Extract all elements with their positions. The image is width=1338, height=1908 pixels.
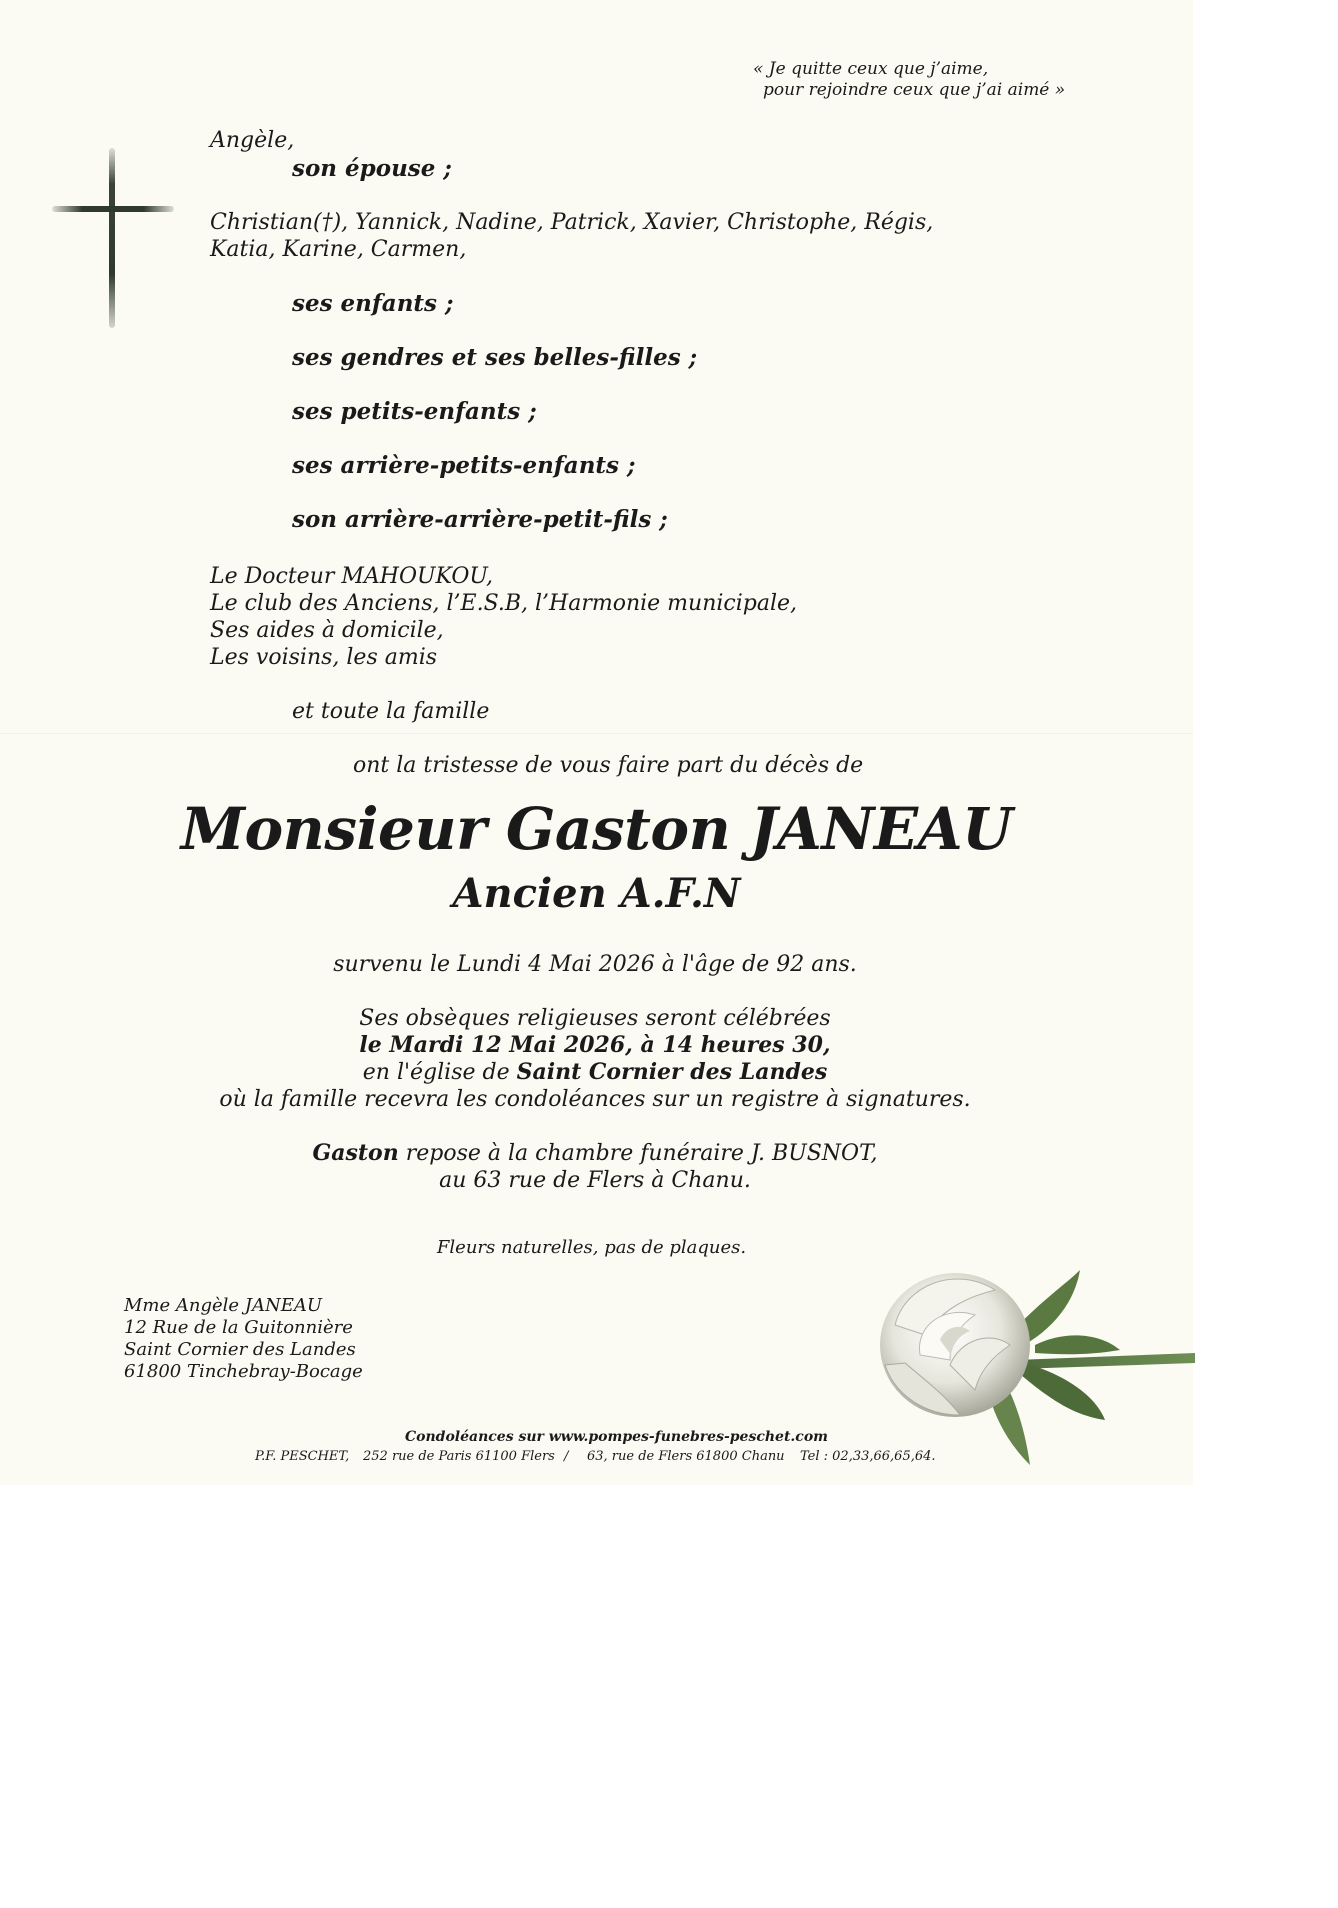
great-grandchildren-role: ses arrière-petits-enfants ; (292, 452, 636, 479)
children-role: ses enfants ; (292, 290, 454, 317)
in-laws-role: ses gendres et ses belles-filles ; (292, 344, 698, 371)
address-line-1: Mme Angèle JANEAU (124, 1295, 323, 1316)
quote-line-1: « Je quitte ceux que j’aime, (753, 59, 989, 79)
grandchildren-role: ses petits-enfants ; (292, 398, 537, 425)
others-line-3: Ses aides à domicile, (210, 618, 444, 643)
church-prefix: en l'église de (362, 1060, 517, 1085)
quote-line-2: pour rejoindre ceux que j’ai aimé » (763, 80, 1066, 100)
rest-line-1 (0, 1140, 1190, 1167)
others-line-4: Les voisins, les amis (210, 645, 438, 670)
others-line-2: Le club des Anciens, l’E.S.B, l’Harmonie municipale, (210, 591, 798, 616)
rest-place: repose à la chambre funéraire J. BUSNOT, (398, 1141, 878, 1166)
footer-website: Condoléances sur www.pompes-funebres-peschet.com (405, 1429, 828, 1445)
footer-separator: / (564, 1449, 569, 1464)
announcement-intro: ont la tristesse de vous faire part du décès de (353, 753, 864, 778)
cross-horizontal-bar (52, 206, 174, 212)
address-line-2: 12 Rue de la Guitonnière (124, 1317, 353, 1338)
death-date: survenu le Lundi 4 Mai 2026 à l'âge de 92 ans. (333, 952, 857, 977)
others-line-1: Le Docteur MAHOUKOU, (210, 564, 493, 589)
children-names-line-2: Katia, Karine, Carmen, (210, 237, 467, 262)
condolences-register: où la famille recevra les condoléances sur un registre à signatures. (219, 1087, 971, 1112)
deceased-title: Ancien A.F.N (452, 870, 741, 917)
spouse-role: son épouse ; (292, 155, 452, 182)
deceased-name: Monsieur Gaston JANEAU (180, 795, 1013, 863)
spouse-name: Angèle, (210, 128, 295, 153)
address-line-3: Saint Cornier des Landes (124, 1339, 356, 1360)
funeral-date-time: le Mardi 12 Mai 2026, à 14 heures 30, (359, 1032, 831, 1058)
whole-family: et toute la famille (292, 699, 490, 724)
address-line-4: 61800 Tinchebray-Bocage (124, 1361, 363, 1382)
great-great-grandson-role: son arrière-arrière-petit-fils ; (292, 506, 668, 533)
footer-office-flers: 252 rue de Paris 61100 Flers (363, 1449, 555, 1464)
children-names-line-1: Christian(†), Yannick, Nadine, Patrick, Xavier, Christophe, Régis, (210, 210, 934, 235)
cross-vertical-bar (109, 148, 115, 328)
rest-name: Gaston (312, 1140, 399, 1166)
funeral-church (0, 1059, 1190, 1086)
rose-illustration (865, 1245, 1195, 1470)
footer-company: P.F. PESCHET, (255, 1449, 350, 1464)
funeral-line-1: Ses obsèques religieuses seront célébrées (359, 1006, 831, 1031)
fold-line (0, 733, 1193, 734)
footer-office-chanu: 63, rue de Flers 61800 Chanu (587, 1449, 785, 1464)
footer-phone: Tel : 02,33,66,65,64. (800, 1449, 936, 1464)
church-name: Saint Cornier des Landes (516, 1059, 828, 1085)
flowers-note: Fleurs naturelles, pas de plaques. (436, 1237, 747, 1258)
rest-line-2: au 63 rue de Flers à Chanu. (439, 1168, 751, 1193)
